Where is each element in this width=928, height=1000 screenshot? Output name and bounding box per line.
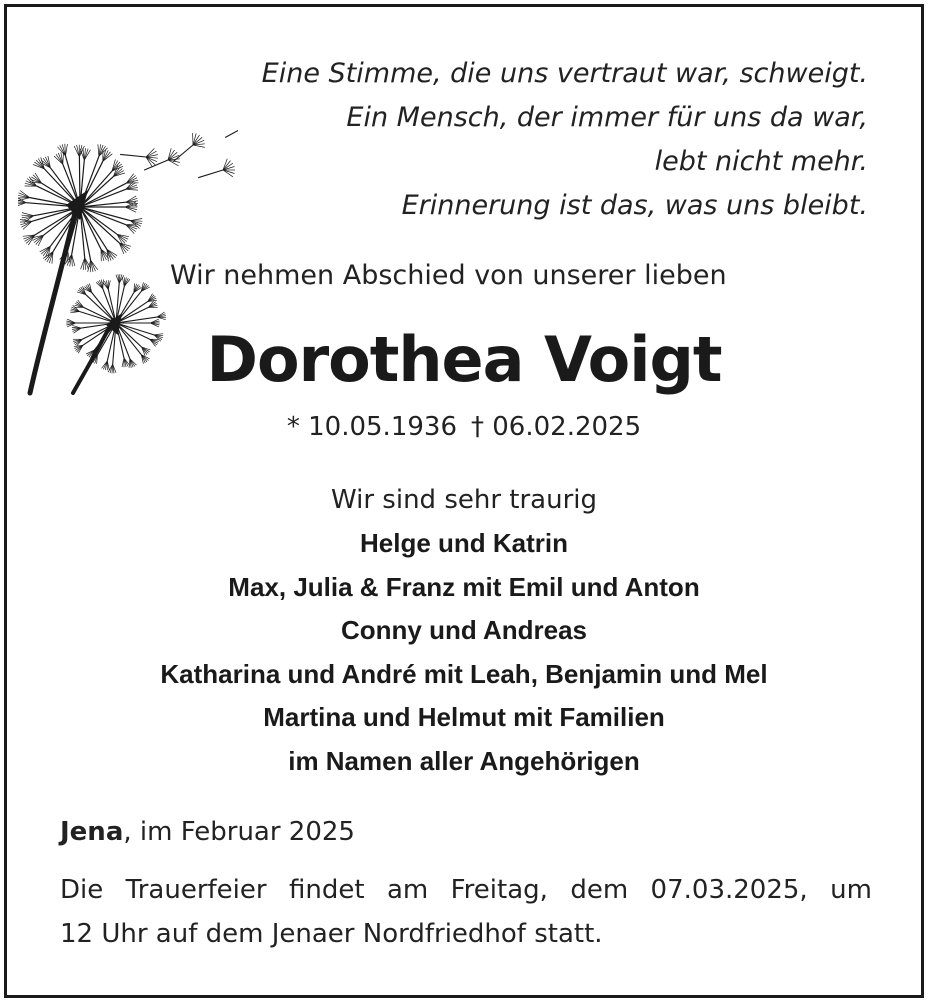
poem-line: Eine Stimme, die uns vertraut war, schweigt. [261,58,868,89]
intro-text: Wir nehmen Abschied von unserer lieben [170,260,727,291]
service-word: Freitag, [450,875,548,905]
mourner-line: im Namen aller Angehörigen [288,745,640,776]
service-word: um [830,875,872,905]
mourner-line: Helge und Katrin [359,528,568,558]
place-city: Jena [60,817,124,847]
mourner-line: Martina und Helmut mit Familien [263,702,665,732]
mourners-block [0,478,928,783]
service-line-1 [60,868,872,912]
service-word: findet [288,875,365,905]
deceased-name: Dorothea Voigt [206,323,722,396]
service-word: Trauerfeier [125,875,267,905]
service-word: dem [570,875,629,905]
life-dates [0,405,928,449]
service-info [60,868,872,956]
poem-line: Erinnerung ist das, was uns bleibt. [401,190,868,221]
mourner-line: Conny und Andreas [340,615,588,645]
service-line-2: 12 Uhr auf dem Jenaer Nordfriedhof statt. [60,919,603,949]
poem [228,52,868,228]
death-date: † 06.02.2025 [471,412,642,442]
place-month: , im Februar 2025 [123,817,355,847]
mourners-lead: Wir sind sehr traurig [330,485,598,515]
birth-date: * 10.05.1936 [286,412,457,442]
poem-line: lebt nicht mehr. [654,146,868,177]
mourner-line: Max, Julia & Franz mit Emil und Anton [228,571,700,602]
mourner-line: Katharina und André mit Leah, Benjamin und Mel [160,658,768,689]
poem-line: Ein Mensch, der immer für uns da war, [346,102,868,133]
place-date [60,810,355,854]
service-word: 07.03.2025, [650,875,808,905]
service-word: Die [60,875,104,905]
service-word: am [386,875,429,905]
